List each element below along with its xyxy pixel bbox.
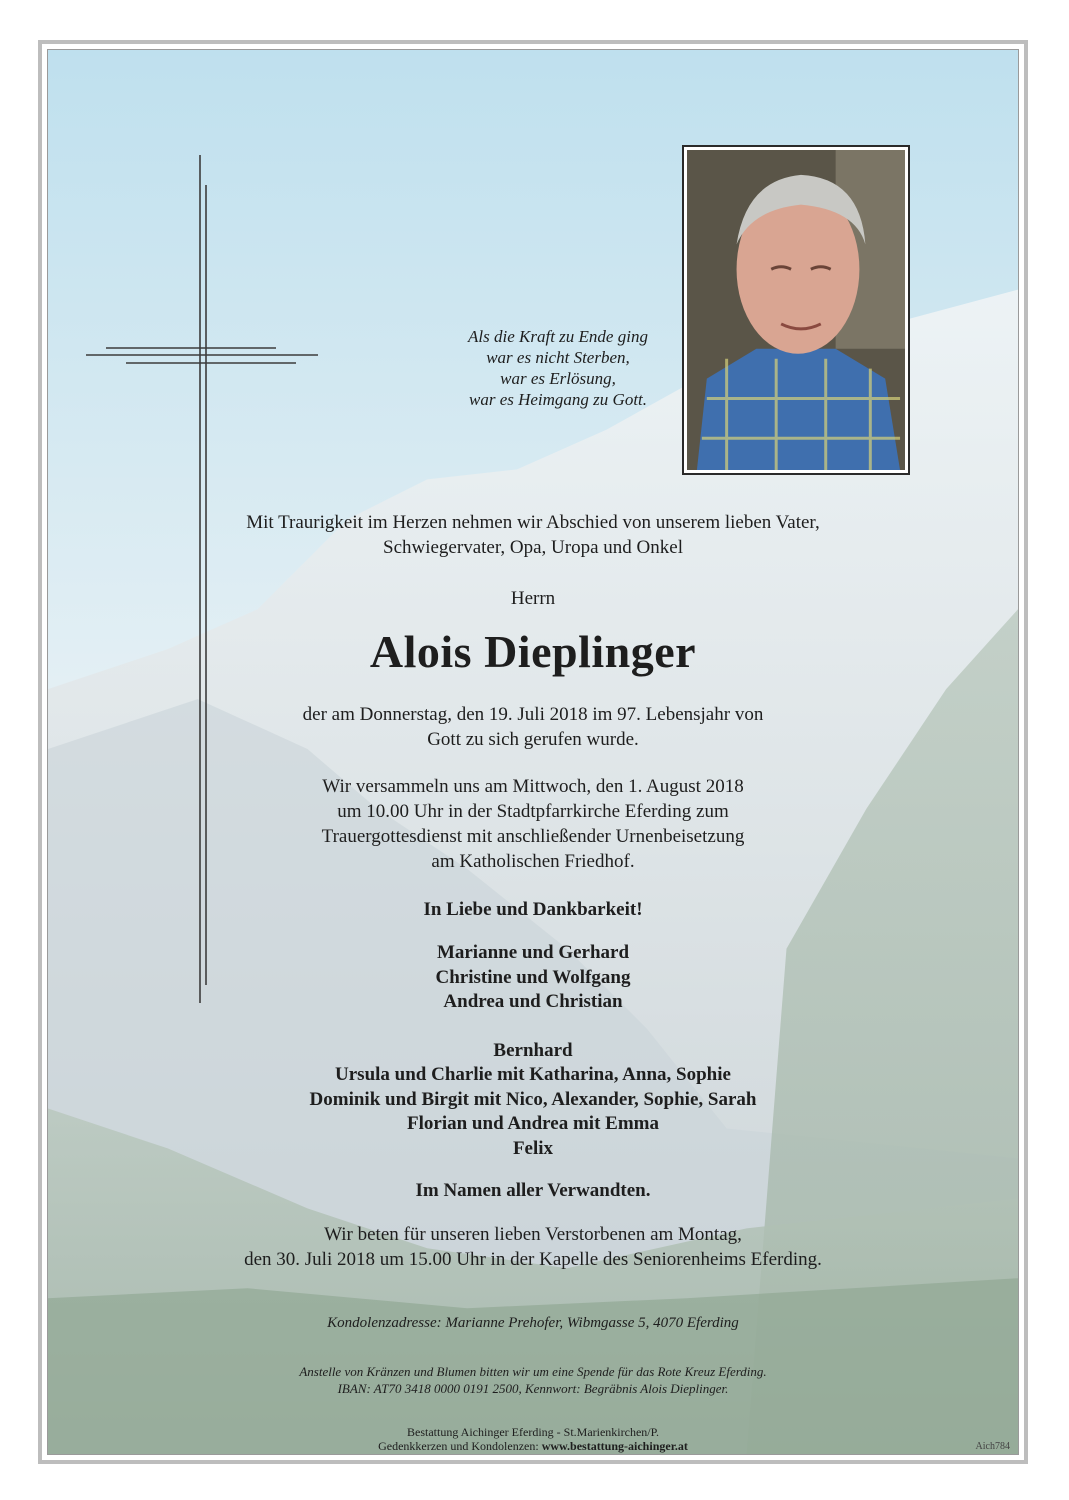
family-member: Florian und Andrea mit Emma [407, 1113, 659, 1134]
portrait-image [687, 150, 905, 470]
family-member: Bernhard [493, 1039, 573, 1061]
death-line: der am Donnerstag, den 19. Juli 2018 im 97. Lebensjahr von [302, 704, 764, 725]
website-link[interactable]: www.bestattung-aichinger.at [541, 1439, 688, 1453]
verse [388, 326, 728, 410]
donation-line: Anstelle von Kränzen und Blumen bitten wir um eine Spende für das Rote Kreuz Eferding. [299, 1364, 767, 1379]
verse-line: war es nicht Sterben, [486, 348, 630, 367]
family-member: Ursula und Charlie mit Katharina, Anna, Sophie [335, 1064, 731, 1085]
relatives-note: Im Namen aller Verwandten. [415, 1180, 651, 1201]
service-line: um 10.00 Uhr in der Stadtpfarrkirche Eferding zum [337, 801, 729, 822]
intro-text [48, 510, 1018, 560]
verse-line: war es Erlösung, [500, 369, 616, 388]
verse-line: war es Heimgang zu Gott. [468, 390, 648, 409]
footer-line: Bestattung Aichinger Eferding - St.Marienkirchen/P. [407, 1425, 659, 1439]
prayer-line: Wir beten für unseren lieben Verstorbenen am Montag, [324, 1224, 742, 1245]
footer-label: Gedenkkerzen und Kondolenzen: [378, 1439, 542, 1453]
family-member: Andrea und Christian [443, 991, 623, 1012]
condolence-address: Kondolenzadresse: Marianne Prehofer, Wibmgasse 5, 4070 Eferding [327, 1315, 739, 1331]
prayer-notice [48, 1222, 1018, 1272]
cross-icon [86, 155, 322, 1010]
funeral-home-footer [48, 1425, 1018, 1453]
death-line: Gott zu sich gerufen wurde. [427, 729, 639, 750]
intro-line: Mit Traurigkeit im Herzen nehmen wir Abschied von unserem lieben Vater, [246, 512, 820, 533]
family-spacer [48, 1015, 1018, 1039]
service-details [48, 774, 1018, 874]
parte-card [47, 49, 1019, 1455]
portrait-photo [682, 145, 910, 475]
verse-line: Als die Kraft zu Ende ging [468, 327, 648, 346]
donation-line: IBAN: AT70 3418 0000 0191 2500, Kennwort: Begräbnis Alois Dieplinger. [337, 1381, 729, 1396]
family-member: Christine und Wolfgang [435, 966, 631, 988]
prayer-line: den 30. Juli 2018 um 15.00 Uhr in der Kapelle des Seniorenheims Eferding. [244, 1249, 822, 1270]
service-line: Wir versammeln uns am Mittwoch, den 1. August 2018 [322, 776, 744, 797]
service-line: am Katholischen Friedhof. [431, 851, 635, 872]
intro-line: Schwiegervater, Opa, Uropa und Onkel [383, 537, 683, 558]
family-list [48, 941, 1018, 1161]
donation-note [48, 1363, 1018, 1397]
salutation: Herrn [510, 588, 556, 609]
closing-phrase: In Liebe und Dankbarkeit! [423, 899, 643, 920]
family-member: Felix [512, 1137, 554, 1159]
family-member: Marianne und Gerhard [436, 942, 630, 963]
service-line: Trauergottesdienst mit anschließender Urnenbeisetzung [321, 826, 745, 847]
family-member: Dominik und Birgit mit Nico, Alexander, Sophie, Sarah [309, 1088, 757, 1110]
deceased-name: Alois Dieplinger [369, 626, 697, 677]
reference-code: Aich784 [975, 1441, 1010, 1452]
death-notice [48, 702, 1018, 752]
footer-line [48, 1439, 1018, 1453]
